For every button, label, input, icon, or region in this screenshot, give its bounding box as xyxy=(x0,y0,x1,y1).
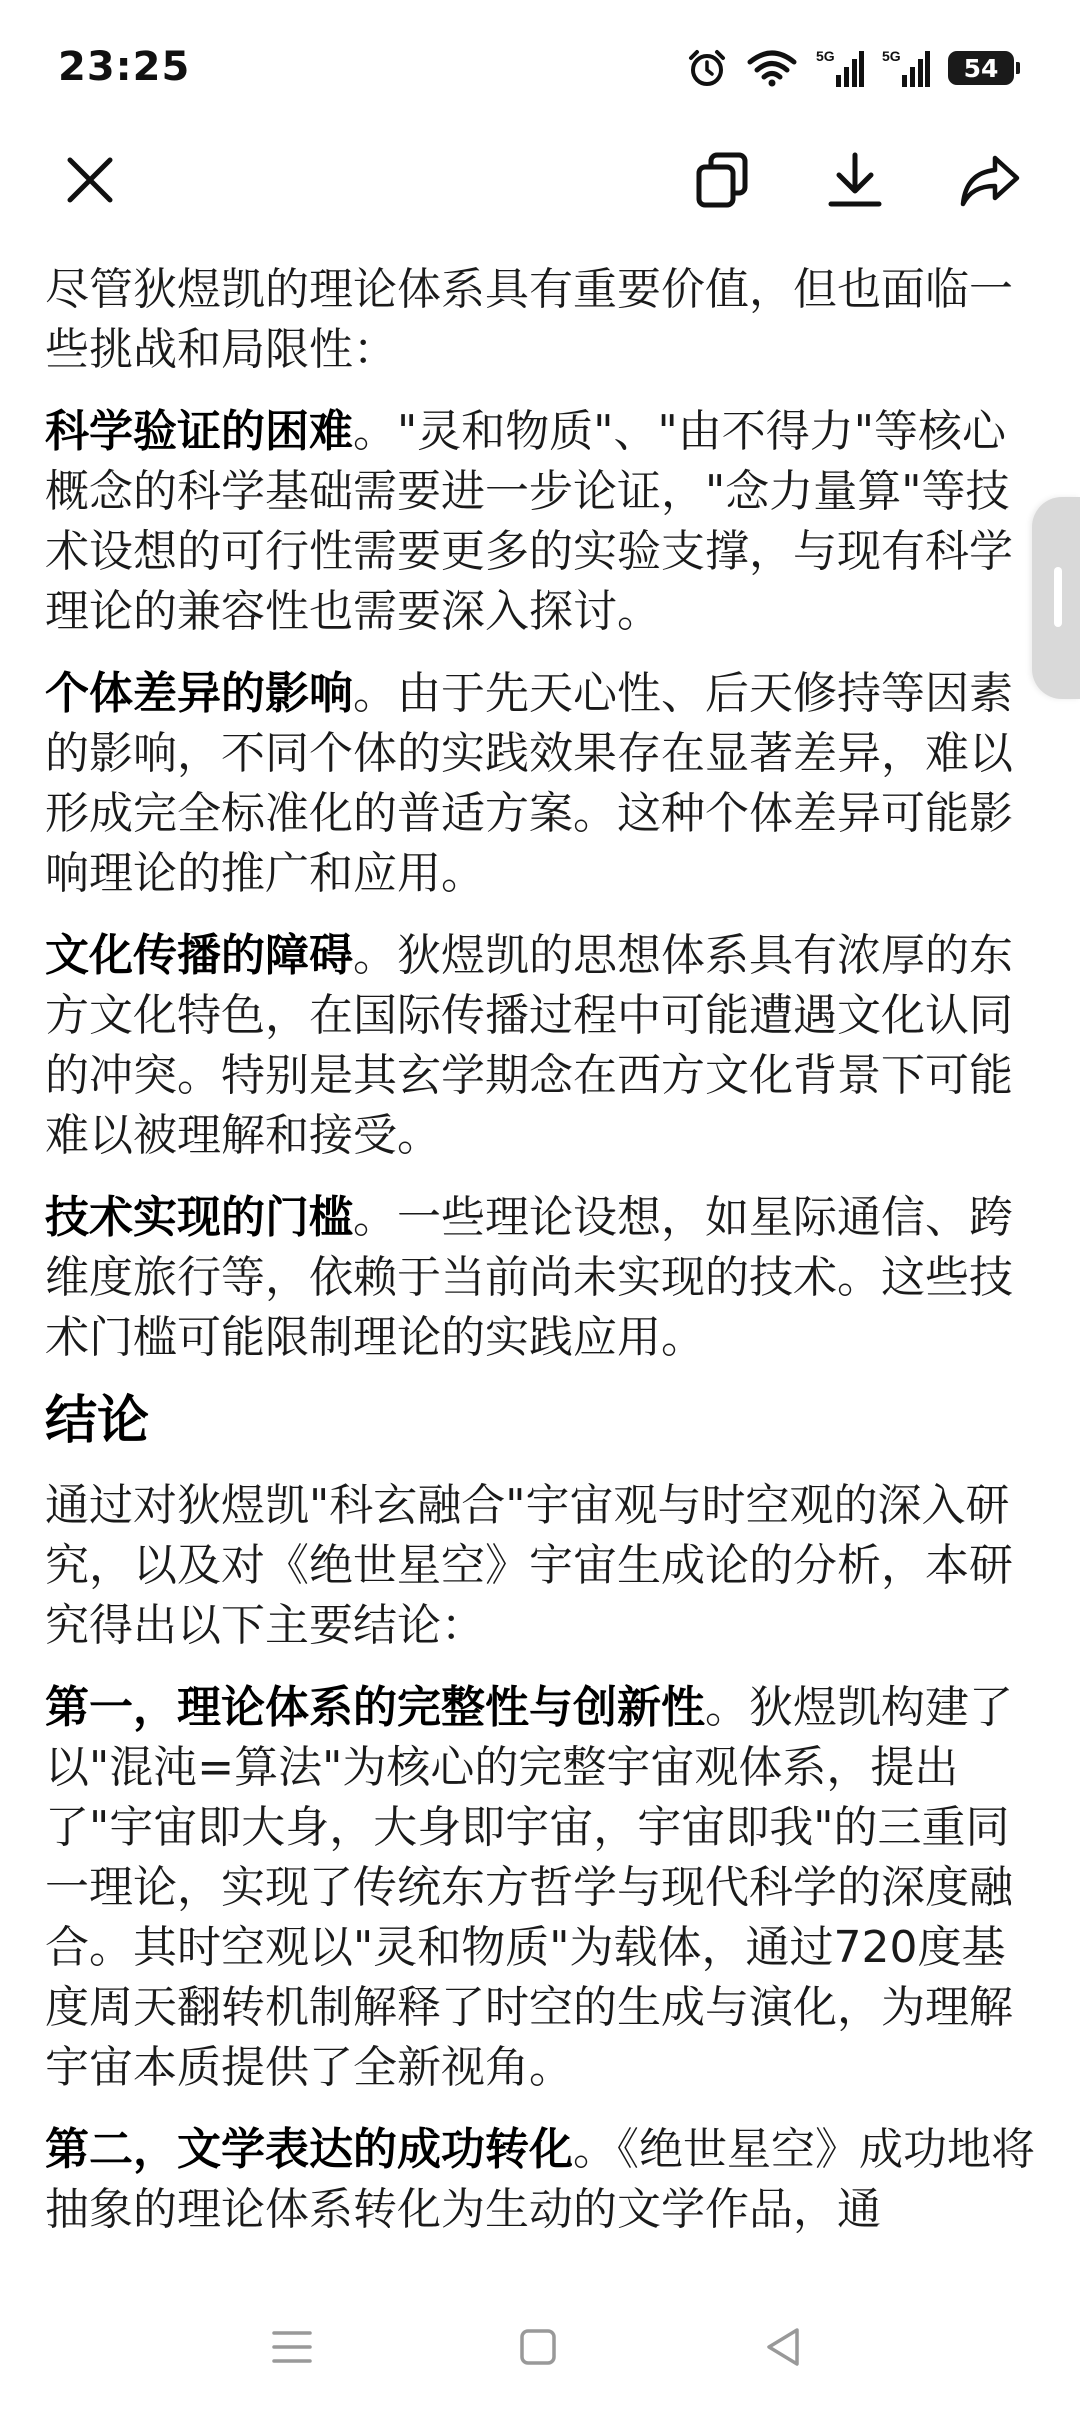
point-body: 。一些理论设想，如星际通信、跨维度旅行等，依赖于当前尚未实现的技术。这些技术门槛可能限制理论的实践应用。 xyxy=(45,1192,1013,1363)
conclusion-point-title: 第一，理论体系的完整性与创新性 xyxy=(45,1682,705,1733)
recent-apps-button[interactable] xyxy=(257,2312,327,2382)
conclusion-paragraph xyxy=(45,1678,1035,2098)
conclusion-point-body: 。《绝世星空》成功地将抽象的理论体系转化为生动的文学作品，通 xyxy=(45,2124,1035,2235)
point-body: 。由于先天心性、后天修持等因素的影响，不同个体的实践效果存在显著差异，难以形成完全标准化的普适方案。这种个体差异可能影响理论的推广和应用。 xyxy=(45,668,1013,899)
conclusion-point-title: 第二，文学表达的成功转化 xyxy=(45,2124,573,2175)
home-button[interactable] xyxy=(503,2312,573,2382)
point-title: 科学验证的困难 xyxy=(45,406,353,457)
point-body: 。狄煜凯的思想体系具有浓厚的东方文化特色，在国际传播过程中可能遭遇文化认同的冲突。特别是其玄学期念在西方文化背景下可能难以被理解和接受。 xyxy=(45,930,1013,1161)
point-title: 技术实现的门槛 xyxy=(45,1192,353,1243)
status-bar xyxy=(0,0,1080,120)
battery-icon xyxy=(948,51,1014,85)
copy-icon xyxy=(693,151,751,209)
status-time: 23:25 xyxy=(58,44,191,90)
conclusion-title: 结论 xyxy=(45,1391,150,1451)
point-paragraph xyxy=(45,1188,1035,1368)
conclusion-paragraph xyxy=(45,2120,1035,2240)
point-paragraph xyxy=(45,664,1035,904)
status-icons xyxy=(686,44,1014,92)
share-icon xyxy=(959,152,1021,208)
battery-level: 54 xyxy=(963,53,999,83)
home-icon xyxy=(518,2327,558,2367)
point-title: 文化传播的障碍 xyxy=(45,930,353,981)
wifi-icon xyxy=(746,48,798,88)
alarm-icon xyxy=(686,47,728,89)
scroll-handle[interactable] xyxy=(1032,497,1080,699)
document-content xyxy=(45,200,1035,2280)
svg-text:5G: 5G xyxy=(816,48,835,64)
battery-cap xyxy=(1016,62,1020,74)
point-paragraph xyxy=(45,926,1035,1166)
svg-text:5G: 5G xyxy=(882,48,901,64)
menu-icon xyxy=(270,2327,314,2367)
scroll-handle-grip xyxy=(1054,567,1062,627)
conclusion-point-body: 。狄煜凯构建了以"混沌=算法"为核心的完整宇宙观体系，提出了"宇宙即大身，大身即宇宙，宇宙即我"的三重同一理论，实现了传统东方哲学与现代科学的深度融合。其时空观以"灵和物质"为载体，通过720度基度周天翻转机制解释了时空的生成与演化，为理解宇宙本质提供了全新视角。 xyxy=(45,1682,1013,2093)
signal-5g-icon xyxy=(816,47,864,89)
top-toolbar xyxy=(0,120,1080,240)
signal-5g-icon xyxy=(882,47,930,89)
conclusion-intro: 通过对狄煜凯"科玄融合"宇宙观与时空观的深入研究，以及对《绝世星空》宇宙生成论的分析，本研究得出以下主要结论： xyxy=(45,1480,1013,1651)
download-icon xyxy=(827,151,883,209)
close-icon xyxy=(62,152,118,208)
back-icon xyxy=(763,2326,803,2368)
document-body xyxy=(45,200,1035,2240)
copy-button[interactable] xyxy=(682,140,762,220)
navigation-bar xyxy=(0,2282,1080,2412)
point-body: 。"灵和物质"、"由不得力"等核心概念的科学基础需要进一步论证，"念力量算"等技术设想的可行性需要更多的实验支撑，与现有科学理论的兼容性也需要深入探讨。 xyxy=(45,406,1013,637)
intro-paragraph: 尽管狄煜凯的理论体系具有重要价值，但也面临一些挑战和局限性： xyxy=(45,264,1013,375)
point-title: 个体差异的影响 xyxy=(45,668,353,719)
back-button[interactable] xyxy=(748,2312,818,2382)
download-button[interactable] xyxy=(815,140,895,220)
share-button[interactable] xyxy=(950,140,1030,220)
close-button[interactable] xyxy=(50,140,130,220)
point-paragraph xyxy=(45,402,1035,642)
